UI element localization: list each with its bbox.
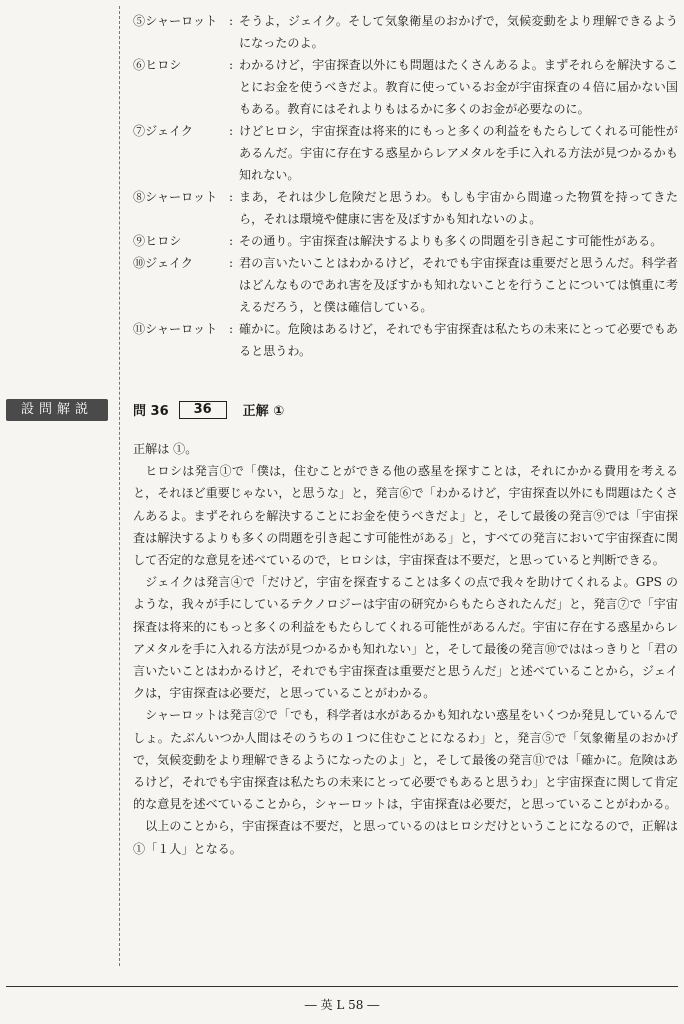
dialogue-text: まあ，それは少し危険だと思うわ。もしも宇宙から間違った物質を持ってきたら，それは環境や健康に害を及ぼすかも知れないのよ。 [239, 190, 678, 226]
explanation-paragraph: ヒロシは発言①で「僕は，住むことができる他の惑星を探すことは，それにかかる費用を考えると，それほど重要じゃない，と思うな」と，発言⑥で「わかるけど，宇宙探査以外にも問題はたくさんあるよ。まずそれらを解決することにお金を使うべきだよ」と，そして最後の発言⑨では「宇宙探査は解決するよりも多くの問題を引き起こす可能性がある」と，すべての発言において宇宙探査に関して否定的な意見を述べているので，ヒロシは，宇宙探査は不要だ，と思っていると判断できる。 [133, 464, 678, 568]
explanation-paragraph: 以上のことから，宇宙探査は不要だ，と思っているのはヒロシだけということになるので，正解は ①「１人」となる。 [133, 819, 678, 856]
explanation [133, 438, 678, 860]
dialogue-line: ⑦ジェイク : けどヒロシ，宇宙探査は将来的にもっと多くの利益をもたらしてくれる可能性があるんだ。宇宙に存在する惑星からレアメタルを手に入れる方法が見つかるかも知れない。 [133, 120, 678, 186]
dialogue-line: ⑤シャーロット : そうよ，ジェイク。そして気象衛星のおかげで，気候変動をより理解できるようになったのよ。 [133, 10, 678, 54]
answer-label: 正解 ① [242, 404, 285, 419]
speaker-name: ⑤シャーロット [133, 14, 218, 28]
speaker-name: ⑥ヒロシ [133, 58, 182, 72]
dialogue-text: その通り。宇宙探査は解決するよりも多くの問題を引き起こす可能性がある。 [239, 234, 663, 248]
explanation-paragraph: シャーロットは発言②で「でも，科学者は水があるかも知れない惑星をいくつか発見しているんでしょ。たぶんいつか人間はそのうちの１つに住むことになるわ」と，発言⑤で「気象衛星のおかげで，気候変動をより理解できるようになったのよ」と，そして最後の発言⑪では「確かに。危険はあるけど，それでも宇宙探査は私たちの未来にとって必要でもあると思うわ」と宇宙探査に関して肯定的な意見を述べていることから，シャーロットは，宇宙探査は必要だ，と思っていることがわかる。 [133, 708, 678, 812]
dialogue-text: わかるけど，宇宙探査以外にも問題はたくさんあるよ。まずそれらを解決することにお金を使うべきだよ。教育に使っているお金が宇宙探査の４倍に届かない国もある。教育にはそれよりもはるかに多くのお金が必要なのに。 [239, 58, 678, 116]
dialogue-line: ⑨ヒロシ : その通り。宇宙探査は解決するよりも多くの問題を引き起こす可能性がある。 [133, 230, 678, 252]
question-label: 問 36 [133, 404, 169, 419]
dialogue-line: ⑧シャーロット : まあ，それは少し危険だと思うわ。もしも宇宙から間違った物質を持ってきたら，それは環境や健康に害を及ぼすかも知れないのよ。 [133, 186, 678, 230]
question-header [133, 400, 284, 419]
dialogue-line: ⑪シャーロット : 確かに。危険はあるけど，それでも宇宙探査は私たちの未来にとって必要でもあると思うわ。 [133, 318, 678, 362]
dialogue-list [133, 10, 678, 362]
dialogue-text: けどヒロシ，宇宙探査は将来的にもっと多くの利益をもたらしてくれる可能性があるんだ。宇宙に存在する惑星からレアメタルを手に入れる方法が見つかるかも知れない。 [239, 124, 678, 182]
dialogue-line: ⑩ジェイク : 君の言いたいことはわかるけど，それでも宇宙探査は重要だと思うんだ。科学者はどんなものであれ害を及ぼすかも知れないことを行うことについては慎重に考えるだろう，と僕は確信している。 [133, 252, 678, 318]
explanation-paragraph: ジェイクは発言④で「だけど，宇宙を探査することは多くの点で我々を助けてくれるよ。GPS のような，我々が手にしているテクノロジーは宇宙の研究からもたらされたんだ」と，発言⑦で「宇宙探査は将来的にもっと多くの利益をもたらしてくれる可能性があるんだ。宇宙に存在する惑星からレアメタルを手に入れる方法が見つかるかも知れない」と，そして最後の発言⑩でははっきりと「君の言いたいことはわかるけど，それでも宇宙探査は重要だと思うんだ」と述べていることから，ジェイクは，宇宙探査は必要だ，と思っていることがわかる。 [133, 575, 678, 701]
dialogue-text: そうよ，ジェイク。そして気象衛星のおかげで，気候変動をより理解できるようになったのよ。 [239, 14, 678, 50]
speaker-name: ⑨ヒロシ [133, 234, 182, 248]
dialogue-text: 確かに。危険はあるけど，それでも宇宙探査は私たちの未来にとって必要でもあると思うわ。 [239, 322, 678, 358]
section-label: 設問解説 [6, 399, 108, 421]
page-number: ― 英 L 58 ― [304, 998, 380, 1012]
dialogue-line: ⑥ヒロシ : わかるけど，宇宙探査以外にも問題はたくさんあるよ。まずそれらを解決することにお金を使うべきだよ。教育に使っているお金が宇宙探査の４倍に届かない国もある。教育にはそれよりもはるかに多くのお金が必要なのに。 [133, 54, 678, 120]
speaker-name: ⑩ジェイク [133, 256, 193, 270]
margin-dashed-line [119, 6, 120, 966]
speaker-name: ⑦ジェイク [133, 124, 193, 138]
footer-rule [6, 986, 678, 987]
explanation-paragraph: 正解は ①。 [133, 442, 198, 456]
question-number-box: 36 [179, 401, 227, 419]
dialogue-text: 君の言いたいことはわかるけど，それでも宇宙探査は重要だと思うんだ。科学者はどんなものであれ害を及ぼすかも知れないことを行うことについては慎重に考えるだろう，と僕は確信している。 [239, 256, 678, 314]
speaker-name: ⑧シャーロット [133, 190, 218, 204]
speaker-name: ⑪シャーロット [133, 322, 218, 336]
